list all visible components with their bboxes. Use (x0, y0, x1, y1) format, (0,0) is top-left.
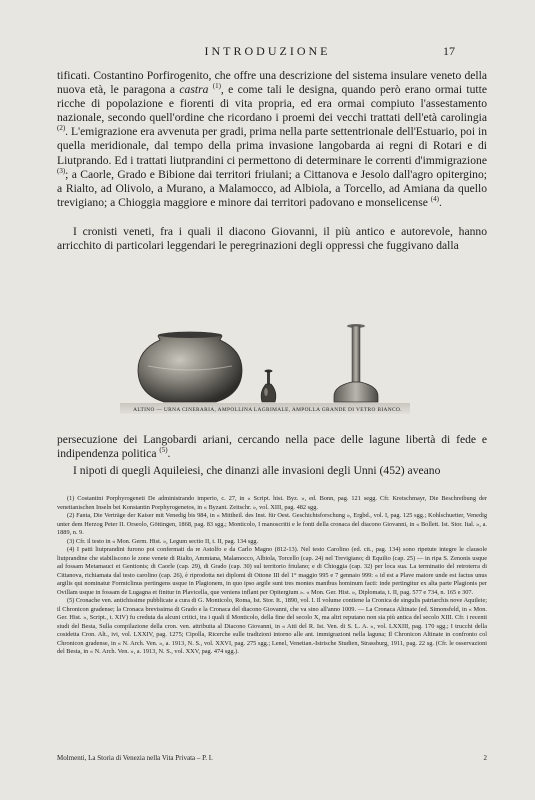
footnotes (57, 495, 487, 657)
note-ref: (1) (212, 82, 221, 91)
page-footer (57, 754, 487, 764)
footnote-2: (2) Fanta, Die Verträge der Kaiser mit Venedig bis 984, in « Mittheil. des Inst. für Oest. Geschichtsforschung », Ergbd., vol. I, pag. 125 sgg.; Kohlschuetter, Venedig unter dem Herzog Peter II. Orseolo, Göttingen, 1868, pag. 83 sgg.; Monticolo, I manoscritti e le fonti della cronaca del diacono Giovanni, in « Bollett. Ist. Stor. Ital. », a. 1889, n. 9. (57, 512, 487, 536)
footnote-5: (5) Cronache ven. antichissime pubblicate a cura di G. Monticolo, Roma, Ist. Stor. It., 1890, vol. I. Il volume contiene la Cronica de singulis patriarchis nove Aquileie; il Chronicon gradense; la Cronaca brevissima di Grado e la Cronaca del diacono Giovanni, che va sino all'anno 1009. — La Cronaca Altinate (ed. Simonsfeld, in « Mon. Ger. Hist. », Script., t. XIV) fu creduta da alcuni critici, tra i quali il Monticolo, della fine del secolo X, ma altri reputano non sia più antica del secolo XIII. Cfr. i recenti studi del Besta, Sulla compilazione della cron. ven. attribuita al Diacono Giovanni, in « Atti del R. Ist. Ven. di S. L. A. », vol. LXXIII, pag. 170 sgg.; I trucchi della cosidetta Cron. Alt., ivi, vol. LXXIV, pag. 1275; Cipolla, Ricerche sulle tradizioni intorno alle ant. immigrazioni nella laguna; Il Chronicon Altinate in confronto col Chronicon gradense, in « N. Arch. Ven. », a. 1913, N. S., vol. XXVI, pag. 275 sgg.; Lenel, Venetian.-Istrische Studien, Strassburg, 1911, pag. 22 sg. (Cfr. le osservazioni del Besta, in « N. Arch. Ven. », a. 1913, N. S., vol. XXV, pag. 474 sgg.). (57, 597, 487, 655)
urn-vessel (138, 332, 242, 402)
note-ref: (5) (159, 446, 168, 455)
small-ampulla (261, 370, 276, 403)
paragraph-4: I nipoti di quegli Aquileiesi, che dinanzi alle invasioni degli Unni (452) aveano (73, 464, 441, 477)
figure-caption: ALTINO — URNA CINERARIA, AMPOLLINA LAGRIMALE, AMPOLLA GRANDE DI VETRO BIANCO. (133, 407, 402, 413)
footer-signature: Molmenti, La Storia di Venezia nella Vita Privata – P. I. (57, 754, 213, 762)
footnote-3: (3) Cfr. il testo in « Mon. Germ. Hist. », Legum sectio II, t. II, pag. 134 sgg. (67, 537, 259, 545)
running-head (0, 44, 535, 60)
paragraph-3: persecuzione dei Langobardi ariani, cercando nella pace delle lagune libertà di fede e indipendenza politica $^{(5)}$. (57, 433, 487, 461)
signature-number: 2 (483, 754, 487, 762)
large-glass-ampulla (334, 324, 378, 402)
paragraph-2: I cronisti veneti, fra i quali il diacono Giovanni, il più antico e autorevole, hanno arricchito di particolari leggendari le peregrinazioni degli oppressi che fuggivano dalla (57, 225, 487, 253)
footnote-1: (1) Costantini Porphyrogeneti De administrando imperio, c. 27, in « Script. hist. Byz. », ed. Bonn, pag. 121 segg. Cfr. Kretschmayr, Die Beschreibung der venetianischen Inseln bei Konstantin Porphyrogenetos, in « Byzant. Zeitschr. », vol. XIII, pag. 482 sgg. (57, 495, 487, 511)
footnote-4: (4) I patti liutprandini furono poi confermati da re Astolfo e da Carlo Magno (812-13). Nel testo Carolino (ed. cit., pag. 134) sono ripetute integre le clausole liutprandine che stabiliscono le zone venete di Rialto, Ammiana, Malamocco, Albiola, Torcello (cap. 24) nel Trevigiano; di Equilio (cap. 25) — in ripa S. Zenonis usque ad fossam Metamauci et Gentionis; di Caorle (cap. 29), di Grado (cap. 30) sul territorio friulano; e di Chioggia (cap. 32) per loca sua. La terminatio del retroterra di Cittanova, richiamata dal testo carolino (cap. 26), è riprodotta nei diplomi di Ottone III del 1° maggio 995 e 7 gennaio 999: « id est a Plave maiore unde est factus unus argilis qui nominatur Formiclinus pertingens usque in Plagionem, in quo ipso argile sunt tres montes manibus hominum facti: inde pertingitur ex alta parte Plagionis per Ovillam usque in fossam de Lugagna et finitur in Plavicella, que veniens inflant per Opitergium ». « Mon. Ger. Hist. », Diplomata, t. II, pag. 577 e 734, n. 165 e 307. (57, 546, 487, 596)
note-ref: (3) (57, 166, 66, 175)
paragraph-1: tificati. Costantino Porfirogenito, che offre una descrizione del sistema insulare veneto della nuova età, le paragona a castra $^{(1)}$, e come tali le designa, quando però erano ormai tutte ricche di popolazione e fiorenti di vita propria, ed era ormai compiuto l'assestamento nazionale, secondo quell'ordine che ricordano i proemi dei vecchi trattati dell'età carolingia $^{(2)}$. L'emigrazione era avvenuta per gradi, prima nella parte settentrionale dell'Estuario, poi in quella meridionale, dal tempo della prima invasione langobarda ai regni di Rotari e di Liutprando. Ed i trattati liutprandini ci permettono di determinare le correnti d'immigrazione $^{(3)}$; a Caorle, Grado e Bibione dai territori friulani; a Cittanova e Jesolo dall'agro opitergino; a Rialto, ad Olivolo, a Murano, a Malamocco, ad Albiola, a Torcello, ad Amiana da quello trevigiano; a Chioggia maggiore e minore dai territori padovano e monselicense $^{(4)}$. (57, 69, 487, 209)
emphasis-castra: castra (179, 83, 209, 97)
page-number: 17 (443, 44, 455, 58)
note-ref: (2) (57, 124, 66, 133)
note-ref: (4) (430, 194, 439, 203)
vessels-photograph (120, 324, 410, 418)
chapter-title: INTRODUZIONE (204, 44, 331, 58)
